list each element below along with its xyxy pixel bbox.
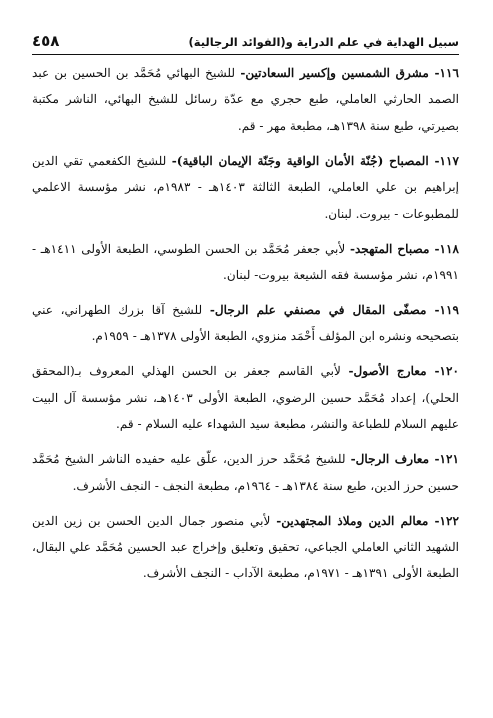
entry-title: ١٢٠- معارج الأصول- (348, 364, 459, 379)
page-header (32, 26, 459, 55)
page-number: ٤٥٨ (32, 32, 60, 50)
bibliography-entry (32, 358, 459, 437)
bibliography-entry (32, 297, 459, 350)
running-title: سبيل الهداية في علم الدراية و(الفوائد الرجالية) (188, 35, 459, 49)
entry-details: لأبي منصور جمال الدين الحسن بن زين الدين الشهيد الثاني العاملي الجباعي، تحقيق وتعليق وإخراج عبد الحسين مُحَمَّد علي البقال، الطبعة الأولى ١٣٩١هـ - ١٩٧١م، مطبعة الآداب - النجف الأشرف. (32, 513, 459, 581)
entry-title: ١١٧- المصباح (جُنّة الأمان الواقية وجَنّة الإيمان الباقية)- (171, 153, 459, 168)
entry-title: ١١٦- مشرق الشمسين وإكسير السعادتين- (240, 66, 459, 80)
entry-title: ١١٩- مصفّى المقال في مصنفي علم الرجال- (209, 303, 460, 318)
bibliography-entry (32, 508, 459, 587)
entry-title: ١٢١- معارف الرجال- (350, 452, 460, 467)
entry-details: للشيخ الكفعمي تقي الدين إبراهيم بن علي العاملي، الطبعة الثالثة ١٤٠٣هـ - ١٩٨٣م، نشر مؤسسة الاعلمي للمطبوعات - بيروت. لبنان. (32, 153, 459, 221)
entry-title: ١٢٢- معالم الدين وملاذ المجتهدين- (276, 513, 460, 528)
bibliography-entry (32, 446, 459, 499)
entry-details: للشيخ مُحَمَّد حرز الدين، علّق عليه حفيده الناشر الشيخ مُحَمَّد حسين حرز الدين، طبع سنة ١٣٨٤هـ - ١٩٦٤م، مطبعة النجف - النجف الأشرف. (32, 452, 459, 493)
bibliography-entry (32, 236, 459, 289)
bibliography-list (32, 60, 459, 595)
entry-details: للشيخ البهائي مُحَمَّد بن الحسين بن عبد الصمد الحارثي العاملي، طبع حجري مع عدّة رسائل للشيخ البهائي، الناشر مكتبة بصيرتي، طبع سنة ١٣٩٨هـ، مطبعة مهر - قم. (32, 66, 459, 133)
entry-details: لأبي جعفر مُحَمَّد بن الحسن الطوسي، الطبعة الأولى ١٤١١هـ - ١٩٩١م، نشر مؤسسة فقه الشيعة بيروت- لبنان. (32, 241, 459, 283)
bibliography-entry (32, 60, 459, 139)
entry-title: ١١٨- مصباح المتهجد- (349, 241, 459, 256)
entry-details: لأبي القاسم جعفر بن الحسن الهذلي المعروف بـ(المحقق الحلي)، إعداد مُحَمَّد حسين الرضوي، الطبعة الأولى ١٤٠٣هـ، نشر مؤسسة آل البيت عليهم السلام للطباعة والنشر، مطبعة سيد الشهداء عليه السلام - قم. (32, 364, 460, 432)
entry-details: للشيخ آقا بزرك الطهراني، عني بتصحيحه ونشره ابن المؤلف أَحْمَد منزوي، الطبعة الأولى ١٣٧٨هـ - ١٩٥٩م. (32, 303, 459, 344)
bibliography-entry (32, 148, 459, 227)
